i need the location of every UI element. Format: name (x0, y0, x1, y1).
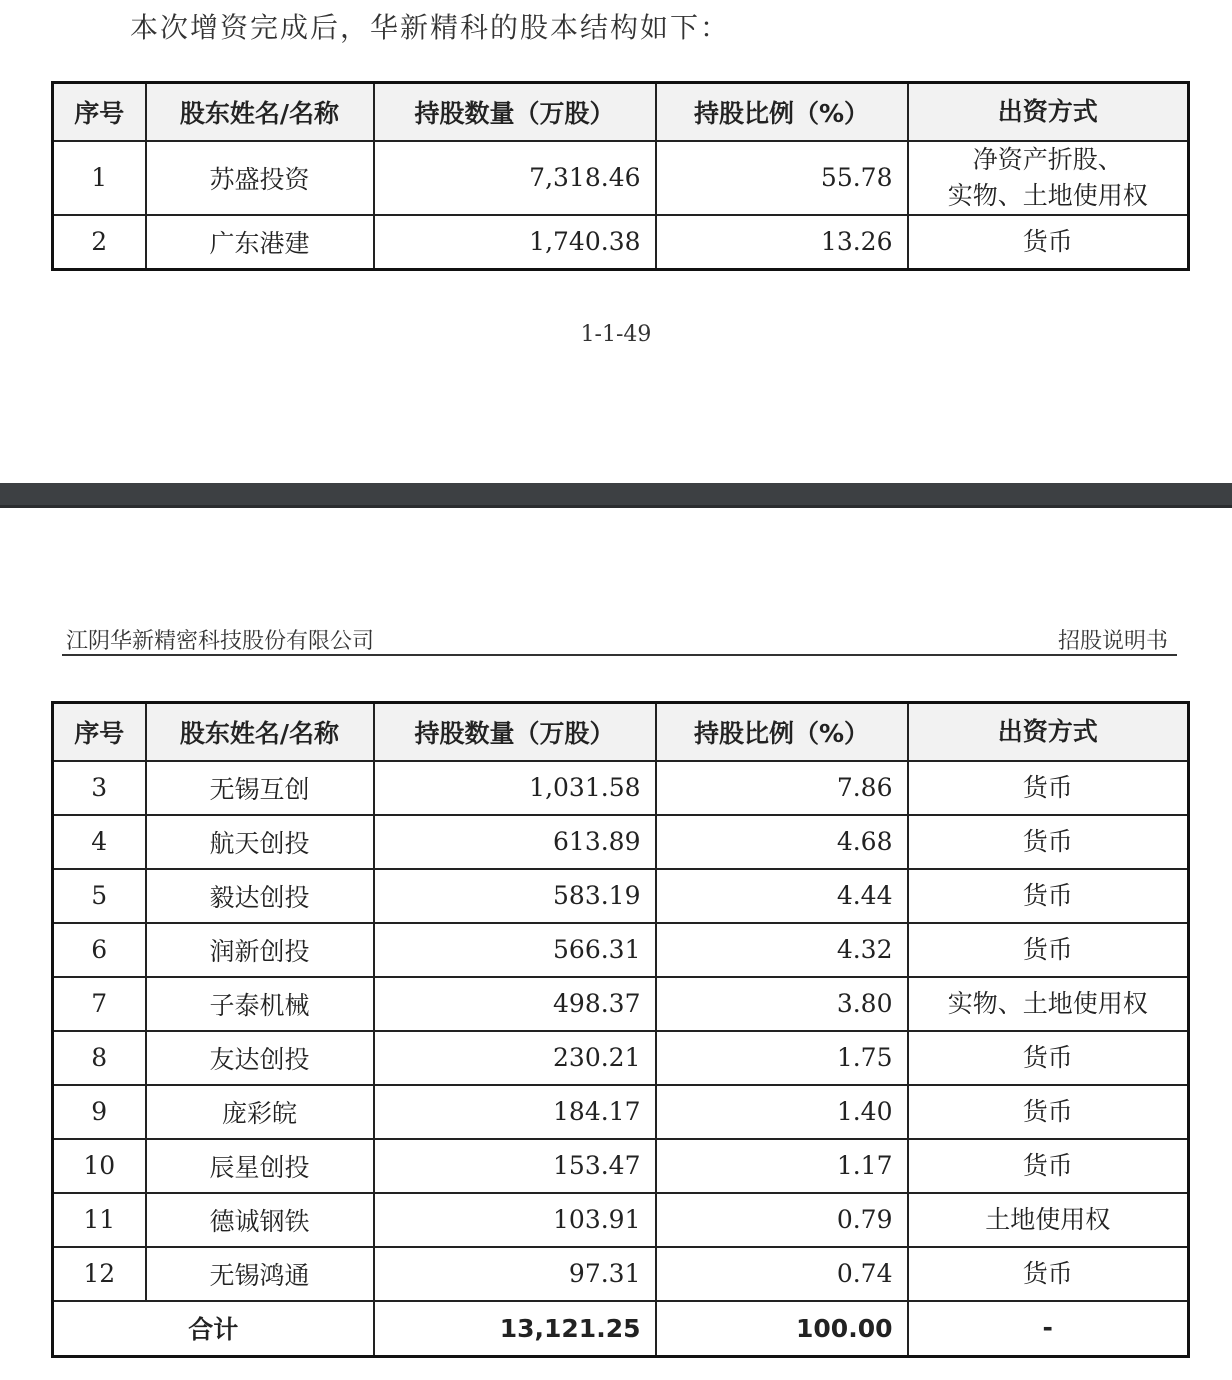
row-ratio: 1.17 (656, 1139, 908, 1193)
row-ratio: 1.75 (656, 1031, 908, 1085)
row-name: 无锡互创 (146, 761, 374, 815)
row-ratio: 1.40 (656, 1085, 908, 1139)
table-row (53, 815, 1189, 869)
row-shares: 184.17 (374, 1085, 656, 1139)
row-method: 货币 (908, 923, 1189, 977)
table-row (53, 1085, 1189, 1139)
total-ratio: 100.00 (656, 1301, 908, 1357)
row-shares: 97.31 (374, 1247, 656, 1301)
row-index: 10 (53, 1139, 146, 1193)
row-method: 土地使用权 (908, 1193, 1189, 1247)
method-line-1: 净资产折股、 (972, 144, 1123, 174)
table-row (53, 923, 1189, 977)
shareholder-table-part1 (51, 81, 1190, 271)
row-shares: 613.89 (374, 815, 656, 869)
row-name: 友达创投 (146, 1031, 374, 1085)
header-index: 序号 (53, 83, 146, 141)
table-header-row (53, 703, 1189, 761)
row-name: 德诚钢铁 (146, 1193, 374, 1247)
table-row (53, 1139, 1189, 1193)
row-method: 货币 (908, 1085, 1189, 1139)
header-shares: 持股数量（万股） (374, 83, 656, 141)
row-method: 货币 (908, 815, 1189, 869)
doc-header-company: 江阴华新精密科技股份有限公司 (66, 629, 375, 654)
row-name: 毅达创投 (146, 869, 374, 923)
header-method: 出资方式 (908, 703, 1189, 761)
row-shares: 498.37 (374, 977, 656, 1031)
method-line-2: 实物、土地使用权 (947, 180, 1148, 210)
table-row (53, 1247, 1189, 1301)
row-method: 货币 (908, 761, 1189, 815)
row-index: 4 (53, 815, 146, 869)
table-row (53, 869, 1189, 923)
total-shares: 13,121.25 (374, 1301, 656, 1357)
row-method: 货币 (908, 1247, 1189, 1301)
doc-header-type: 招股说明书 (1057, 629, 1168, 654)
header-index: 序号 (53, 703, 146, 761)
row-index: 2 (53, 215, 146, 270)
row-index: 12 (53, 1247, 146, 1301)
row-method: 货币 (908, 869, 1189, 923)
row-shares: 583.19 (374, 869, 656, 923)
row-method: 货币 (908, 1031, 1189, 1085)
row-ratio: 55.78 (656, 141, 908, 215)
row-name: 庞彩皖 (146, 1085, 374, 1139)
table-header-row (53, 83, 1189, 141)
total-row (53, 1301, 1189, 1357)
row-ratio: 4.68 (656, 815, 908, 869)
table-row (53, 761, 1189, 815)
row-ratio: 3.80 (656, 977, 908, 1031)
table-row (53, 1193, 1189, 1247)
table-row (53, 215, 1189, 270)
row-shares: 1,740.38 (374, 215, 656, 270)
total-label: 合计 (53, 1301, 374, 1357)
row-shares: 1,031.58 (374, 761, 656, 815)
row-index: 1 (53, 141, 146, 215)
page-divider (0, 483, 1232, 508)
row-name: 无锡鸿通 (146, 1247, 374, 1301)
row-index: 3 (53, 761, 146, 815)
header-name: 股东姓名/名称 (146, 83, 374, 141)
intro-text: 本次增资完成后，华新精科的股本结构如下： (130, 11, 731, 44)
row-shares: 7,318.46 (374, 141, 656, 215)
row-shares: 103.91 (374, 1193, 656, 1247)
row-name: 苏盛投资 (146, 141, 374, 215)
page-top (0, 0, 1232, 483)
table-row (53, 1031, 1189, 1085)
row-name: 润新创投 (146, 923, 374, 977)
row-ratio: 0.79 (656, 1193, 908, 1247)
row-shares: 566.31 (374, 923, 656, 977)
row-name: 广东港建 (146, 215, 374, 270)
header-shares: 持股数量（万股） (374, 703, 656, 761)
row-index: 6 (53, 923, 146, 977)
page-number: 1-1-49 (580, 322, 652, 347)
row-ratio: 4.44 (656, 869, 908, 923)
row-shares: 153.47 (374, 1139, 656, 1193)
shareholder-table-part2 (51, 701, 1190, 1358)
row-name: 子泰机械 (146, 977, 374, 1031)
row-name: 航天创投 (146, 815, 374, 869)
row-shares: 230.21 (374, 1031, 656, 1085)
table-row (53, 977, 1189, 1031)
table-body (53, 761, 1189, 1301)
table-row (53, 141, 1189, 215)
row-ratio: 13.26 (656, 215, 908, 270)
row-method: 货币 (908, 215, 1189, 270)
header-ratio: 持股比例（%） (656, 703, 908, 761)
header-method: 出资方式 (908, 83, 1189, 141)
row-name: 辰星创投 (146, 1139, 374, 1193)
row-method (908, 141, 1189, 215)
header-rule (62, 654, 1177, 656)
total-method: - (908, 1301, 1189, 1357)
row-index: 9 (53, 1085, 146, 1139)
row-method: 实物、土地使用权 (908, 977, 1189, 1031)
row-index: 8 (53, 1031, 146, 1085)
row-ratio: 4.32 (656, 923, 908, 977)
row-ratio: 7.86 (656, 761, 908, 815)
row-index: 7 (53, 977, 146, 1031)
header-ratio: 持股比例（%） (656, 83, 908, 141)
row-index: 5 (53, 869, 146, 923)
row-index: 11 (53, 1193, 146, 1247)
header-name: 股东姓名/名称 (146, 703, 374, 761)
row-ratio: 0.74 (656, 1247, 908, 1301)
row-method: 货币 (908, 1139, 1189, 1193)
